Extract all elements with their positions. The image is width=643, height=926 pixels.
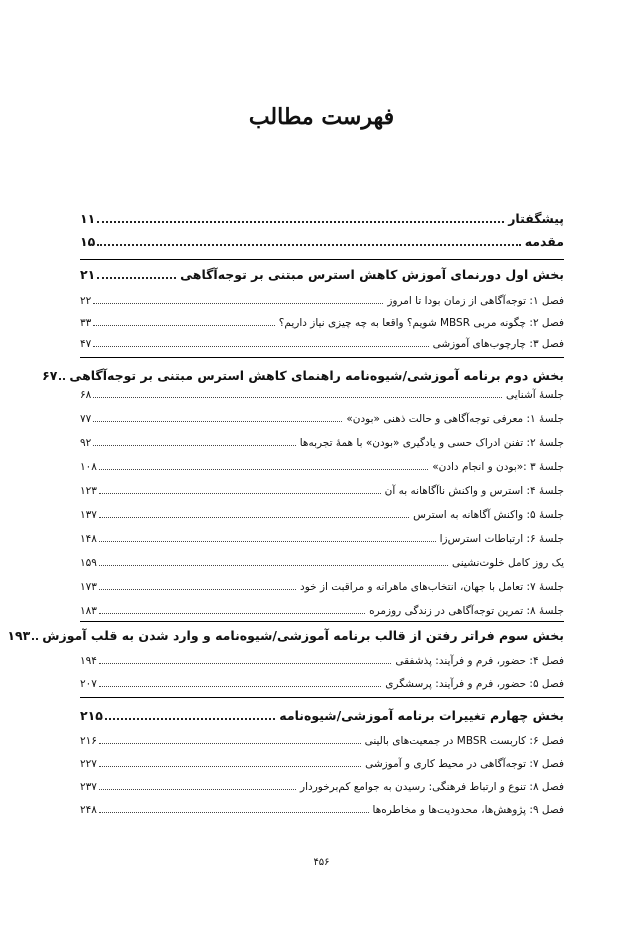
- toc-section-heading: [80, 265, 564, 285]
- toc-entry: [80, 409, 564, 429]
- toc-entry-page: ۴۷: [80, 338, 92, 350]
- toc-entry: [80, 457, 564, 477]
- toc-entry-title: فصل ۳: چارچوب‌های آموزشی: [432, 338, 564, 350]
- toc-entry-page: ۳۳: [80, 317, 92, 329]
- toc-entry: [80, 481, 564, 501]
- dot-leader: [97, 232, 520, 246]
- toc-entry-page: ۱۸۳: [80, 605, 97, 617]
- toc-entry-page: ۲۱: [80, 267, 96, 282]
- dot-leader: [93, 292, 383, 304]
- toc-entry-title: فصل ۲: چگونه مربی MBSR شویم؟ واقعا به چه چیزی نیاز داریم؟: [278, 317, 564, 329]
- toc-entry-page: ۱۹۳: [7, 628, 31, 643]
- toc-entry-page: ۲۴۸: [80, 804, 97, 816]
- toc-entry: [80, 433, 564, 453]
- toc-entry-page: ۱۵۹: [80, 557, 97, 569]
- dot-leader: [93, 335, 428, 347]
- toc-entry-page: ۱۲۳: [80, 485, 97, 497]
- toc-entry-title: پیشگفتار: [508, 211, 564, 226]
- dot-leader: [99, 801, 369, 813]
- dot-leader: [59, 366, 65, 380]
- toc-entry-title: جلسۀ ۲: تفنن ادراک حسی و یادگیری «بودن» با همۀ تجربه‌ها: [299, 437, 564, 449]
- toc-entry-page: ۱۴۸: [80, 533, 97, 545]
- toc-entry-title: بخش سوم فراتر رفتن از قالب برنامه آموزشی/شیوه‌نامه و وارد شدن به قلب آموزش: [42, 628, 564, 643]
- toc-entry-page: ۶۷: [42, 368, 58, 383]
- toc-entry-page: ۱۳۷: [80, 509, 97, 521]
- dot-leader: [99, 506, 409, 518]
- toc-entry-page: ۷۷: [80, 413, 92, 425]
- toc-entry: [80, 754, 564, 774]
- toc-entry-title: جلسۀ آشنایی: [505, 389, 564, 401]
- toc-entry-title: جلسۀ ۴: استرس و واکنش ناآگاهانه به آن: [384, 485, 564, 497]
- toc-entry-title: جلسۀ ۱: معرفی توجه‌آگاهی و حالت ذهنی «بودن»: [346, 413, 564, 425]
- toc-entry-title: فصل ۹: پژوهش‌ها، محدودیت‌ها و مخاطره‌ها: [372, 804, 564, 816]
- toc-entry: [80, 529, 564, 549]
- toc-entry-page: ۱۰۸: [80, 461, 97, 473]
- toc-entry-title: یک روز کامل خلوت‌نشینی: [452, 557, 564, 569]
- toc-entry-page: ۲۲: [80, 295, 92, 307]
- toc-entry-page: ۲۱۶: [80, 735, 97, 747]
- toc-entry-page: ۲۰۷: [80, 678, 97, 690]
- toc-entry-page: ۶۸: [80, 389, 92, 401]
- toc-entry-page: ۲۱۵: [80, 708, 103, 723]
- dot-leader: [93, 314, 274, 326]
- toc-entry: [80, 731, 564, 751]
- dot-leader: [93, 386, 502, 398]
- toc-entry-title: فصل ۴: حضور، فرم و فرآیند: پذشفقی: [395, 655, 564, 667]
- toc-entry-title: فصل ۵: حضور، فرم و فرآیند: پرسشگری: [385, 678, 564, 690]
- toc-entry-title: فصل ۶: کاربست MBSR در جمعیت‌های بالینی: [364, 735, 564, 747]
- toc-section-heading: [7, 626, 564, 646]
- section-divider: [80, 621, 564, 622]
- toc-entry-title: بخش دوم برنامه آموزشی/شیوه‌نامه راهنمای کاهش استرس مبتنی بر توجه‌آگاهی: [69, 368, 564, 383]
- toc-entry: [80, 553, 564, 573]
- page-title: فهرست مطالب: [248, 104, 395, 130]
- toc-entry: [80, 651, 564, 671]
- toc-entry: [80, 777, 564, 797]
- toc-entry: [80, 291, 564, 311]
- toc-entry-page: ۱۷۳: [80, 581, 97, 593]
- dot-leader: [99, 578, 296, 590]
- toc-entry: [80, 385, 564, 405]
- toc-entry-page: ۱۱: [80, 211, 96, 226]
- toc-entry-title: جلسۀ ۸: تمرین توجه‌آگاهی در زندگی روزمره: [369, 605, 564, 617]
- dot-leader: [99, 482, 381, 494]
- dot-leader: [99, 675, 381, 687]
- dot-leader: [99, 755, 361, 767]
- toc-entry-page: ۱۵: [80, 234, 96, 249]
- section-divider: [80, 357, 564, 358]
- toc-entry-title: جلسۀ ۶: ارتباطات استرس‌زا: [439, 533, 564, 545]
- dot-leader: [99, 554, 448, 566]
- toc-entry-page: ۲۳۷: [80, 781, 97, 793]
- section-divider: [80, 259, 564, 260]
- toc-entry: [80, 800, 564, 820]
- toc-entry: [80, 334, 564, 354]
- toc-entry: [80, 313, 564, 333]
- dot-leader: [93, 434, 295, 446]
- toc-entry-page: ۲۲۷: [80, 758, 97, 770]
- toc-entry-title: بخش چهارم تغییرات برنامه آموزشی/شیوه‌نامه: [279, 708, 564, 723]
- toc-section-heading: [42, 366, 564, 386]
- toc-entry-title: مقدمه: [524, 234, 564, 249]
- dot-leader: [99, 602, 365, 614]
- toc-entry: [80, 577, 564, 597]
- toc-main-entry: [80, 209, 564, 229]
- toc-entry-title: جلسۀ ۵: واکنش آگاهانه به استرس: [413, 509, 564, 521]
- dot-leader: [99, 652, 391, 664]
- dot-leader: [99, 732, 361, 744]
- toc-entry-title: جلسۀ ۷: تعامل با جهان، انتخاب‌های ماهرانه و مراقبت از خود: [300, 581, 564, 593]
- dot-leader: [97, 209, 504, 223]
- dot-leader: [93, 410, 342, 422]
- dot-leader: [99, 530, 436, 542]
- toc-section-heading: [80, 706, 564, 726]
- toc-entry-page: ۱۹۴: [80, 655, 97, 667]
- page-number: ۴۵۶: [313, 857, 330, 868]
- dot-leader: [99, 778, 296, 790]
- toc-entry-title: جلسۀ ۳ :«بودن و انجام دادن»: [432, 461, 564, 473]
- toc-entry: [80, 505, 564, 525]
- dot-leader: [32, 626, 38, 640]
- toc-entry-page: ۹۲: [80, 437, 92, 449]
- toc-entry: [80, 674, 564, 694]
- toc-entry-title: بخش اول دورنمای آموزش کاهش استرس مبتنی بر توجه‌آگاهی: [180, 267, 564, 282]
- toc-entry-title: فصل ۸: تنوع و ارتباط فرهنگی: رسیدن به جوامع کم‌برخوردار: [300, 781, 564, 793]
- toc-main-entry: [80, 232, 564, 252]
- toc-entry-title: فصل ۱: توجه‌آگاهی از زمان بودا تا امروز: [387, 295, 564, 307]
- toc-entry: [80, 601, 564, 621]
- dot-leader: [97, 265, 176, 279]
- dot-leader: [105, 706, 275, 720]
- toc-entry-title: فصل ۷: توجه‌آگاهی در محیط کاری و آموزشی: [365, 758, 564, 770]
- section-divider: [80, 697, 564, 698]
- dot-leader: [99, 458, 428, 470]
